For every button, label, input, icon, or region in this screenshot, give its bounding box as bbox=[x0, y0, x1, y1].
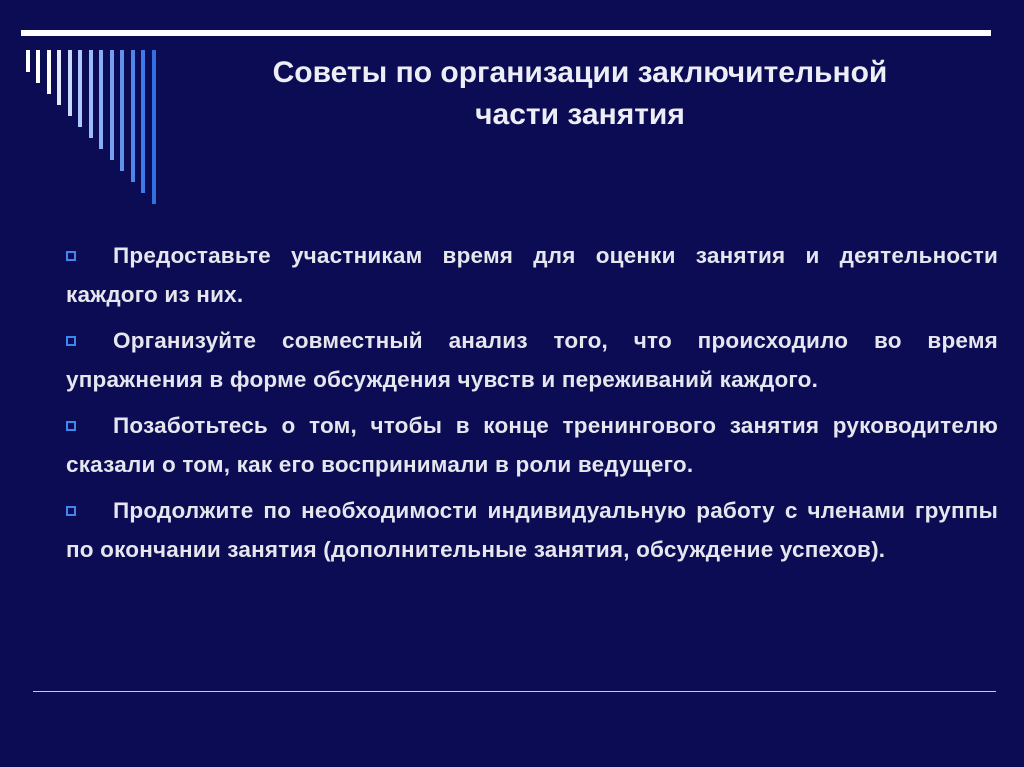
hollow-square-bullet-icon bbox=[66, 336, 76, 346]
bullet-list bbox=[66, 236, 998, 576]
hollow-square-bullet-icon bbox=[66, 421, 76, 431]
title-line-2: части занятия bbox=[475, 98, 685, 131]
title-line-1: Советы по организации заключительной bbox=[272, 56, 888, 89]
bullet-text: Позаботьтесь о том, чтобы в конце тренингового занятия руководителю сказали о том, как его воспринимали в роли ведущего. bbox=[66, 413, 998, 477]
bullet-item bbox=[66, 321, 998, 399]
bullet-text: Предоставьте участникам время для оценки занятия и деятельности каждого из них. bbox=[66, 243, 998, 307]
bullet-item bbox=[66, 236, 998, 314]
bullet-item bbox=[66, 406, 998, 484]
hollow-square-bullet-icon bbox=[66, 506, 76, 516]
bullet-item bbox=[66, 491, 998, 569]
bullet-text: Продолжите по необходимости индивидуальную работу с членами группы по окончании занятия (дополнительные занятия, обсуждение успехов). bbox=[66, 498, 998, 562]
hollow-square-bullet-icon bbox=[66, 251, 76, 261]
decorative-stripes bbox=[0, 0, 180, 210]
bottom-divider bbox=[33, 691, 996, 692]
bullet-text: Организуйте совместный анализ того, что происходило во время упражнения в форме обсуждения чувств и переживаний каждого. bbox=[66, 328, 998, 392]
slide-title bbox=[180, 52, 980, 136]
